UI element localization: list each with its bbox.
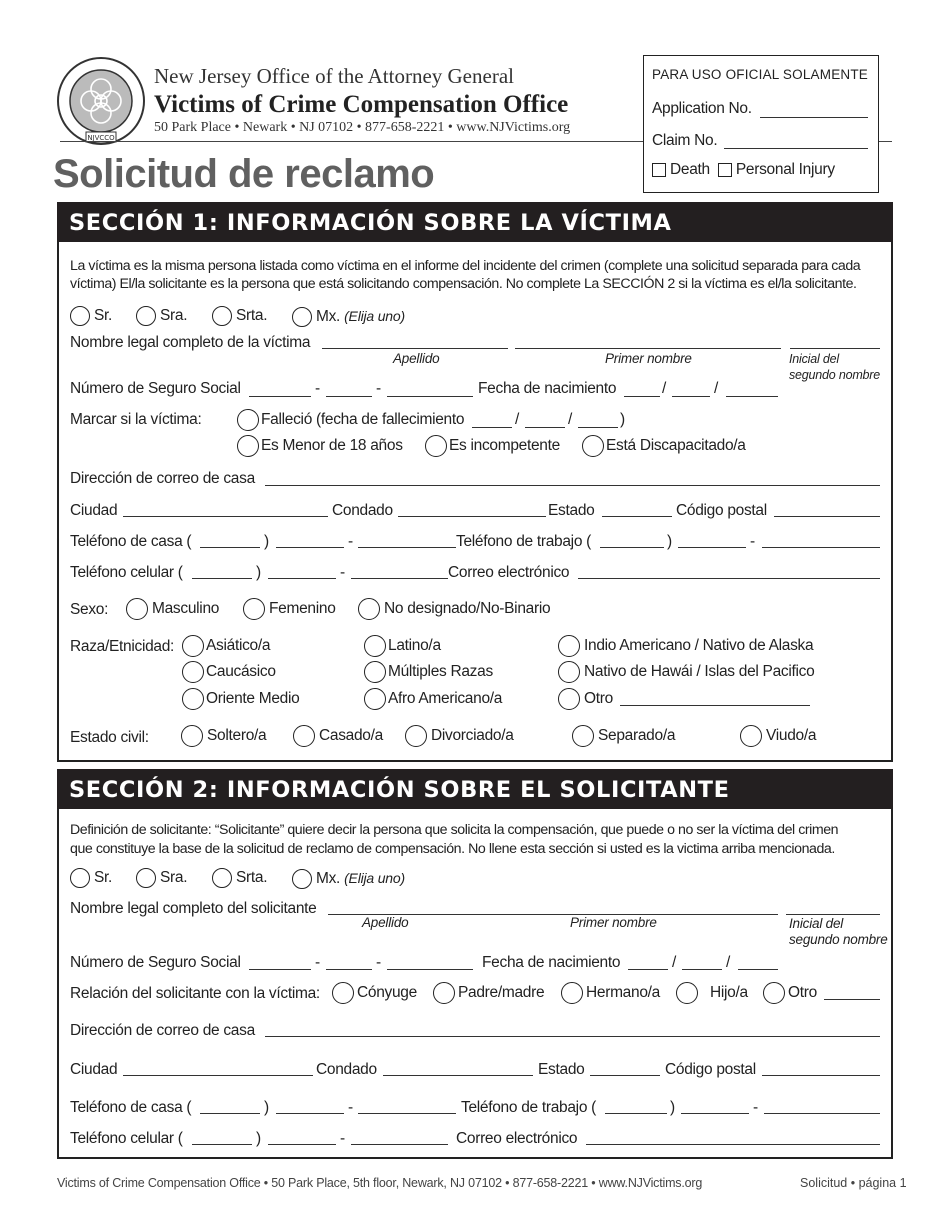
- s1-race-other-field[interactable]: [620, 705, 810, 706]
- s1-race-hawaiian[interactable]: Nativo de Hawái / Islas del Pacifico: [558, 661, 814, 683]
- s1-home-prefix[interactable]: [276, 547, 344, 548]
- s1-race-latino[interactable]: Latino/a: [364, 635, 441, 657]
- s2-cell-prefix[interactable]: [268, 1144, 336, 1145]
- s2-relationship-label: Relación del solicitante con la víctima:: [70, 985, 320, 1002]
- s1-marital-widowed[interactable]: Viudo/a: [740, 725, 816, 747]
- s1-home-phone-label: Teléfono de casa (: [70, 533, 192, 550]
- s2-ssn-label: Número de Seguro Social: [70, 954, 241, 971]
- close-paren: ): [256, 564, 261, 581]
- s1-marital-married[interactable]: Casado/a: [293, 725, 383, 747]
- nj-vcco-seal: [56, 56, 146, 146]
- dash: -: [348, 533, 353, 550]
- dash: -: [376, 380, 381, 397]
- s2-city-label: Ciudad: [70, 1061, 118, 1078]
- svg-text:NJVCCO: NJVCCO: [87, 134, 115, 142]
- dash: -: [340, 564, 345, 581]
- s1-disabled-option[interactable]: Está Discapacitado/a: [582, 435, 746, 457]
- s1-race-caucasian[interactable]: Caucásico: [182, 661, 276, 683]
- section2-heading: SECCIÓN 2: INFORMACIÓN SOBRE EL SOLICITANTE: [57, 769, 893, 809]
- s1-marital-label: Estado civil:: [70, 729, 149, 746]
- s1-last-name-hint: Apellido: [393, 351, 440, 366]
- s2-zip-field[interactable]: [762, 1075, 880, 1076]
- s2-state-label: Estado: [538, 1061, 585, 1078]
- s1-race-multiple[interactable]: Múltiples Razas: [364, 661, 493, 683]
- close-paren: ): [667, 533, 672, 550]
- slash: /: [726, 954, 731, 971]
- s2-ssn-part3[interactable]: [387, 969, 473, 970]
- death-label: Death: [670, 161, 710, 178]
- dash: -: [750, 533, 755, 550]
- dash: -: [348, 1099, 353, 1116]
- s1-work-line[interactable]: [762, 547, 880, 548]
- s1-sex-label: Sexo:: [70, 601, 109, 618]
- s2-cell-area[interactable]: [192, 1144, 252, 1145]
- s1-death-month[interactable]: [472, 427, 512, 428]
- s1-race-middle-east[interactable]: Oriente Medio: [182, 688, 299, 710]
- s2-title-sra[interactable]: Sra.: [136, 868, 187, 888]
- s1-marital-divorced[interactable]: Divorciado/a: [405, 725, 514, 747]
- s1-mark-if-label: Marcar si la víctima:: [70, 411, 202, 428]
- s2-middle-initial-hint-2: segundo nombre: [789, 932, 888, 947]
- s1-work-phone-label: Teléfono de trabajo (: [456, 533, 592, 550]
- s2-zip-label: Código postal: [665, 1061, 756, 1078]
- section2-intro-line1: Definición de solicitante: “Solicitante” quiere decir la persona que solicita la compensación, que puede o no ser la víctima del crimen: [70, 822, 839, 838]
- agency-name: New Jersey Office of the Attorney General: [154, 64, 514, 88]
- office-name: Victims of Crime Compensation Office: [154, 91, 569, 118]
- dash: -: [753, 1099, 758, 1116]
- s1-address-label: Dirección de correo de casa: [70, 470, 255, 487]
- s1-sex-nonbinary[interactable]: No designado/No-Binario: [358, 598, 550, 620]
- s2-rel-other-field[interactable]: [824, 999, 880, 1000]
- s1-last-name-field[interactable]: [322, 348, 508, 349]
- s1-ssn-part2[interactable]: [326, 396, 372, 397]
- s1-choose-one: (Elija uno): [344, 308, 405, 324]
- s2-dob-day[interactable]: [682, 969, 722, 970]
- footer-contact: Victims of Crime Compensation Office • 50 Park Place, 5th floor, Newark, NJ 07102 • 877-658-2221 • www.NJVictims.org: [57, 1176, 703, 1190]
- s2-work-line[interactable]: [764, 1113, 880, 1114]
- s1-state-label: Estado: [548, 502, 595, 519]
- s2-work-area[interactable]: [605, 1113, 667, 1114]
- s2-home-line[interactable]: [358, 1113, 456, 1114]
- s1-race-asian[interactable]: Asiático/a: [182, 635, 270, 657]
- s1-county-label: Condado: [332, 502, 393, 519]
- s1-city-label: Ciudad: [70, 502, 118, 519]
- s2-first-name-hint: Primer nombre: [570, 915, 657, 930]
- s2-home-area[interactable]: [200, 1113, 260, 1114]
- s1-cell-area[interactable]: [192, 578, 252, 579]
- s1-home-area[interactable]: [200, 547, 260, 548]
- slash: /: [568, 411, 573, 428]
- s2-email-label: Correo electrónico: [456, 1130, 578, 1147]
- official-use-title: PARA USO OFICIAL SOLAMENTE: [652, 67, 868, 82]
- s1-marital-single[interactable]: Soltero/a: [181, 725, 266, 747]
- s1-incompetent-option[interactable]: Es incompetente: [425, 435, 560, 457]
- s2-title-sr[interactable]: Sr.: [70, 868, 112, 888]
- s2-email-field[interactable]: [586, 1144, 880, 1145]
- s1-work-prefix[interactable]: [678, 547, 746, 548]
- s2-county-label: Condado: [316, 1061, 377, 1078]
- close-paren: ): [264, 1099, 269, 1116]
- s1-dob-day[interactable]: [672, 396, 710, 397]
- personal-injury-label: Personal Injury: [735, 161, 835, 178]
- s2-address-label: Dirección de correo de casa: [70, 1022, 255, 1039]
- s2-address-field[interactable]: [265, 1036, 880, 1037]
- close-paren: ): [264, 533, 269, 550]
- slash: /: [672, 954, 677, 971]
- dash: -: [376, 954, 381, 971]
- section1-intro-line2: víctima) El/la solicitante es la persona que está solicitando compensación. No complete La SECCIÓN 2 si la víctima es el/la solicitante.: [70, 276, 857, 292]
- s1-ssn-label: Número de Seguro Social: [70, 380, 241, 397]
- s1-deceased-option[interactable]: Falleció (fecha de fallecimiento: [237, 409, 464, 431]
- personal-injury-checkbox[interactable]: [718, 163, 732, 177]
- dash: -: [315, 954, 320, 971]
- s2-dob-month[interactable]: [628, 969, 668, 970]
- s1-title-sr[interactable]: Sr.: [70, 306, 112, 326]
- official-use-box: [643, 55, 879, 193]
- s1-cell-line[interactable]: [351, 578, 448, 579]
- s1-death-day[interactable]: [525, 427, 565, 428]
- s1-race-other[interactable]: Otro: [558, 688, 613, 710]
- s1-address-field[interactable]: [265, 485, 880, 486]
- s2-home-prefix[interactable]: [276, 1113, 344, 1114]
- s1-sex-male[interactable]: Masculino: [126, 598, 219, 620]
- s1-city-field[interactable]: [123, 516, 328, 517]
- s2-city-field[interactable]: [123, 1075, 313, 1076]
- s1-first-name-field[interactable]: [515, 348, 781, 349]
- dash: -: [340, 1130, 345, 1147]
- s2-work-prefix[interactable]: [681, 1113, 749, 1114]
- s1-ssn-part1[interactable]: [249, 396, 311, 397]
- s2-ssn-part1[interactable]: [249, 969, 311, 970]
- s1-death-year[interactable]: [578, 427, 618, 428]
- s1-sex-female[interactable]: Femenino: [243, 598, 336, 620]
- s1-cell-prefix[interactable]: [268, 578, 336, 579]
- close-paren: ): [256, 1130, 261, 1147]
- page-title: Solicitud de reclamo: [53, 152, 435, 196]
- application-no-field[interactable]: [760, 117, 868, 118]
- s1-title-srta[interactable]: Srta.: [212, 306, 267, 326]
- s1-state-field[interactable]: [602, 516, 672, 517]
- s2-rel-sibling[interactable]: Hermano/a: [561, 982, 660, 1004]
- section1-heading: SECCIÓN 1: INFORMACIÓN SOBRE LA VÍCTIMA: [57, 202, 893, 242]
- s1-minor-option[interactable]: Es Menor de 18 años: [237, 435, 403, 457]
- s1-zip-label: Código postal: [676, 502, 767, 519]
- s2-work-phone-label: Teléfono de trabajo (: [461, 1099, 597, 1116]
- s2-cell-line[interactable]: [351, 1144, 448, 1145]
- s2-rel-spouse[interactable]: Cónyuge: [332, 982, 417, 1004]
- s2-county-field[interactable]: [383, 1075, 533, 1076]
- s1-race-native-american[interactable]: Indio Americano / Nativo de Alaska: [558, 635, 813, 657]
- s1-home-line[interactable]: [358, 547, 456, 548]
- s1-zip-field[interactable]: [774, 516, 880, 517]
- s1-county-field[interactable]: [398, 516, 546, 517]
- s2-dob-year[interactable]: [738, 969, 778, 970]
- s2-rel-parent[interactable]: Padre/madre: [433, 982, 544, 1004]
- s2-ssn-part2[interactable]: [326, 969, 372, 970]
- s1-dob-label: Fecha de nacimiento: [478, 380, 617, 397]
- s2-cell-phone-label: Teléfono celular (: [70, 1130, 183, 1147]
- dash: -: [315, 380, 320, 397]
- s1-middle-initial-hint-2: segundo nombre: [789, 368, 881, 382]
- s2-choose-one: (Elija uno): [344, 870, 405, 886]
- s2-legal-name-label: Nombre legal completo del solicitante: [70, 900, 317, 917]
- application-no-label: Application No.: [652, 100, 752, 117]
- s2-title-srta[interactable]: Srta.: [212, 868, 267, 888]
- close-paren: ): [620, 411, 625, 428]
- death-checkbox[interactable]: [652, 163, 666, 177]
- s2-rel-child[interactable]: Hijo/a: [676, 982, 748, 1004]
- s1-dob-month[interactable]: [624, 396, 660, 397]
- death-checkbox-group[interactable]: [652, 161, 835, 179]
- slash: /: [662, 380, 667, 397]
- s1-dob-year[interactable]: [726, 396, 778, 397]
- s2-middle-initial-field[interactable]: [786, 914, 880, 915]
- s1-race-african-american[interactable]: Afro Americano/a: [364, 688, 502, 710]
- s1-cell-phone-label: Teléfono celular (: [70, 564, 183, 581]
- s1-first-name-hint: Primer nombre: [605, 351, 692, 366]
- footer-page-number: Solicitud • página 1: [800, 1176, 907, 1190]
- s2-dob-label: Fecha de nacimiento: [482, 954, 621, 971]
- s2-title-mx[interactable]: Mx. (Elija uno): [292, 868, 405, 889]
- claim-no-label: Claim No.: [652, 132, 718, 149]
- office-contact: 50 Park Place • Newark • NJ 07102 • 877-658-2221 • www.NJVictims.org: [154, 120, 571, 135]
- s2-last-name-hint: Apellido: [362, 915, 409, 930]
- claim-no-field[interactable]: [724, 148, 868, 149]
- section2-intro-line2: que constituye la base de la solicitud de reclamo de compensación. No llene esta sección si usted es la victima arriba mencionada.: [70, 841, 835, 857]
- s2-middle-initial-hint-1: Inicial del: [789, 916, 844, 931]
- s1-title-sra[interactable]: Sra.: [136, 306, 187, 326]
- s1-race-label: Raza/Etnicidad:: [70, 638, 175, 655]
- s1-legal-name-label: Nombre legal completo de la víctima: [70, 334, 311, 351]
- s1-email-field[interactable]: [578, 578, 880, 579]
- s1-middle-initial-hint-1: Inicial del: [789, 352, 839, 366]
- s1-title-mx[interactable]: Mx. (Elija uno): [292, 306, 405, 327]
- s2-rel-other[interactable]: Otro: [763, 982, 817, 1004]
- s1-work-area[interactable]: [600, 547, 664, 548]
- section1-intro-line1: La víctima es la misma persona listada como víctima en el informe del incidente del crimen (complete una solicitud separada para cada: [70, 258, 861, 274]
- s2-home-phone-label: Teléfono de casa (: [70, 1099, 192, 1116]
- slash: /: [515, 411, 520, 428]
- s2-state-field[interactable]: [590, 1075, 660, 1076]
- s1-email-label: Correo electrónico: [448, 564, 570, 581]
- s1-ssn-part3[interactable]: [387, 396, 473, 397]
- close-paren: ): [670, 1099, 675, 1116]
- s1-marital-separated[interactable]: Separado/a: [572, 725, 675, 747]
- s1-middle-initial-field[interactable]: [790, 348, 880, 349]
- slash: /: [714, 380, 719, 397]
